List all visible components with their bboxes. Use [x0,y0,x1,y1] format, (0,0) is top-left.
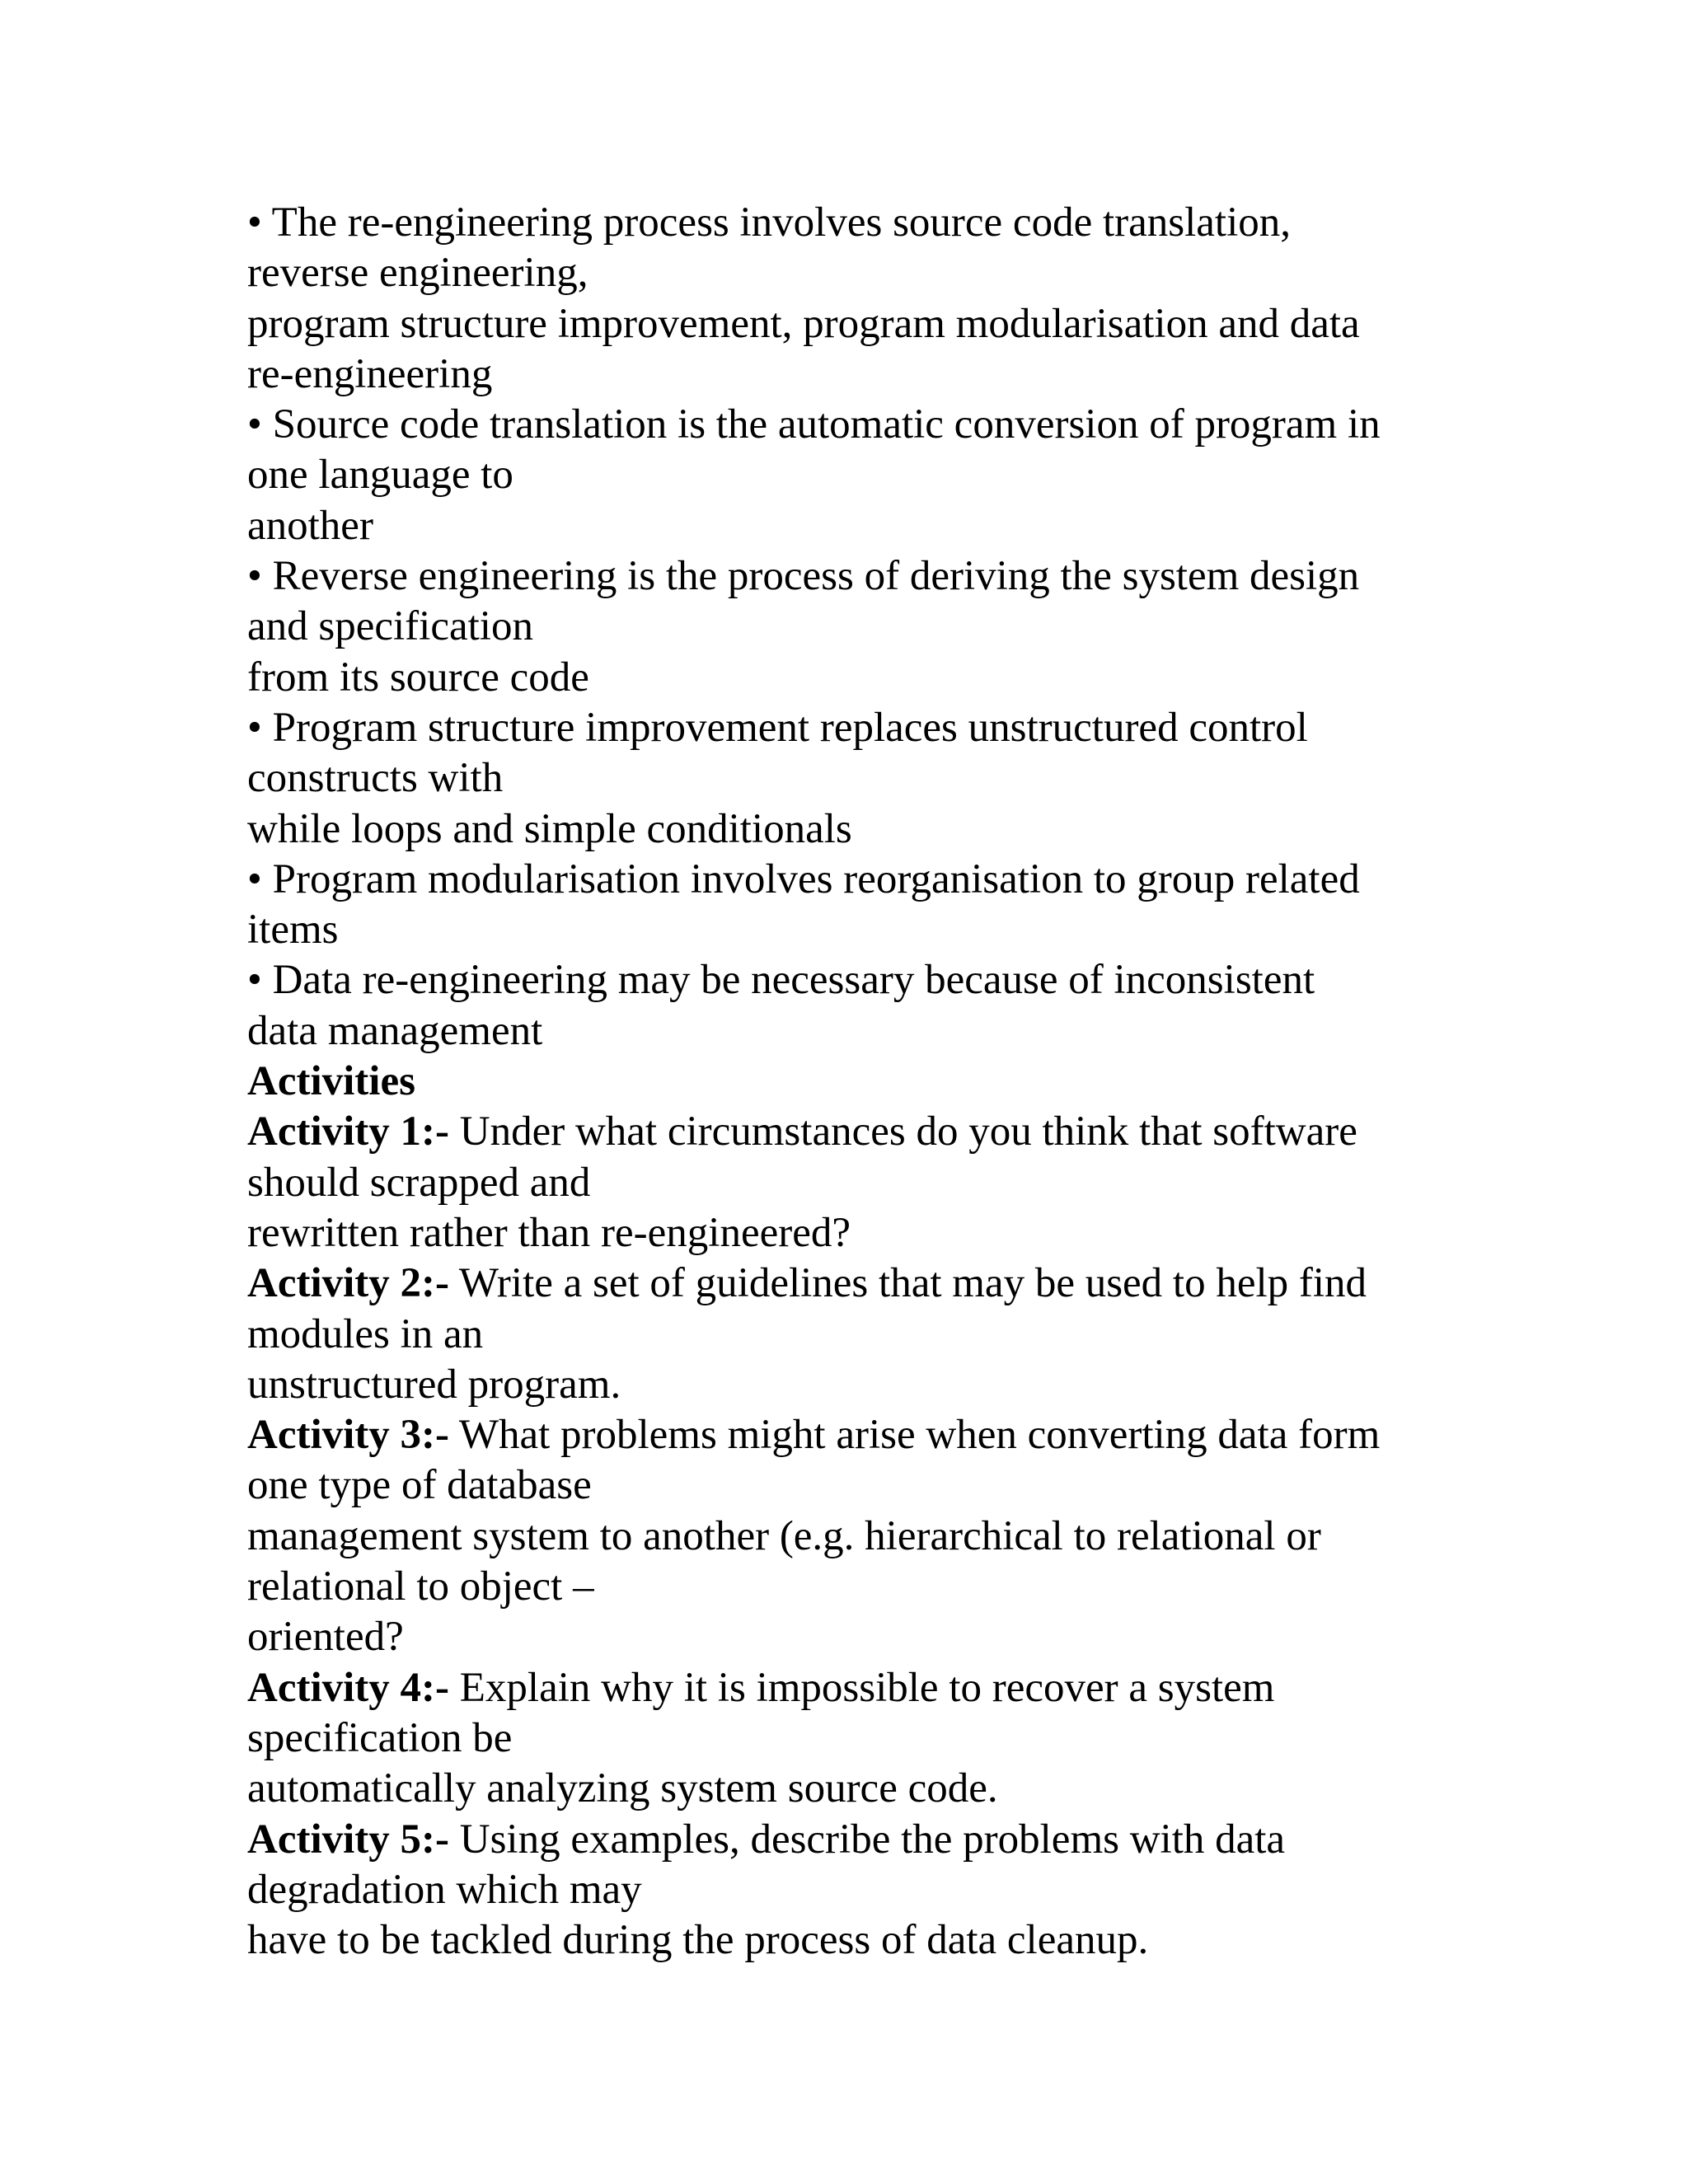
text-line: unstructured program. [247,1361,621,1408]
text-line: • The re-engineering process involves source code translation, [247,199,1291,246]
activity-first-line [247,1663,1484,1713]
text-line: • Source code translation is the automatic conversion of program in [247,401,1381,448]
text-line: have to be tackled during the process of data cleanup. [247,1917,1149,1964]
text-line: • Program structure improvement replaces unstructured control [247,704,1308,751]
activities-heading: Activities [247,1058,415,1105]
text-line: • Data re-engineering may be necessary because of inconsistent [247,957,1315,1004]
text-line: rewritten rather than re-engineered? [247,1209,851,1256]
activity-text: What problems might arise when converting data form [449,1412,1381,1459]
text-line: degradation which may [247,1866,642,1913]
text-line: should scrapped and [247,1159,591,1206]
text-line: one language to [247,452,513,499]
activity-label: Activity 4:- [247,1664,449,1711]
bullet-item [247,400,1484,551]
text-line: items [247,907,339,954]
bullet-item [247,198,1484,400]
text-line: and specification [247,603,533,650]
activity-text: Using examples, describe the problems with data [449,1816,1286,1863]
text-line: automatically analyzing system source code. [247,1765,998,1812]
text-line: from its source code [247,654,589,701]
activity-first-line [247,1107,1484,1157]
text-line: another [247,502,373,549]
activity-first-line [247,1258,1484,1309]
text-line: one type of database [247,1462,592,1509]
text-line: program structure improvement, program modularisation and data [247,300,1360,347]
bullet-item [247,703,1484,855]
activity-item [247,1815,1484,1966]
text-line: • Reverse engineering is the process of deriving the system design [247,553,1360,600]
bullet-item [247,551,1484,703]
text-line: relational to object – [247,1563,594,1610]
text-line: constructs with [247,755,504,802]
activity-label: Activity 3:- [247,1412,449,1459]
activity-item [247,1258,1484,1410]
activity-label: Activity 1:- [247,1108,449,1155]
text-line: management system to another (e.g. hierarchical to relational or [247,1512,1321,1559]
activity-item [247,1663,1484,1815]
text-line: oriented? [247,1614,404,1661]
activity-text: Under what circumstances do you think that software [449,1108,1357,1155]
bullet-item [247,955,1484,1057]
activity-first-line [247,1410,1484,1460]
text-line: data management [247,1007,543,1054]
activity-label: Activity 5:- [247,1816,449,1863]
activity-item [247,1410,1484,1662]
bullet-item [247,855,1484,956]
activity-text: Explain why it is impossible to recover a system [449,1664,1275,1711]
text-line: specification be [247,1714,513,1761]
activity-text: Write a set of guidelines that may be used to help find [449,1260,1367,1307]
text-line: modules in an [247,1310,484,1357]
text-line: while loops and simple conditionals [247,805,852,852]
activity-item [247,1107,1484,1258]
text-line: re-engineering [247,350,493,397]
activity-first-line [247,1815,1484,1865]
page-content [247,198,1484,1966]
text-line: • Program modularisation involves reorganisation to group related [247,855,1360,902]
activity-label: Activity 2:- [247,1260,449,1307]
text-line: reverse engineering, [247,250,588,297]
